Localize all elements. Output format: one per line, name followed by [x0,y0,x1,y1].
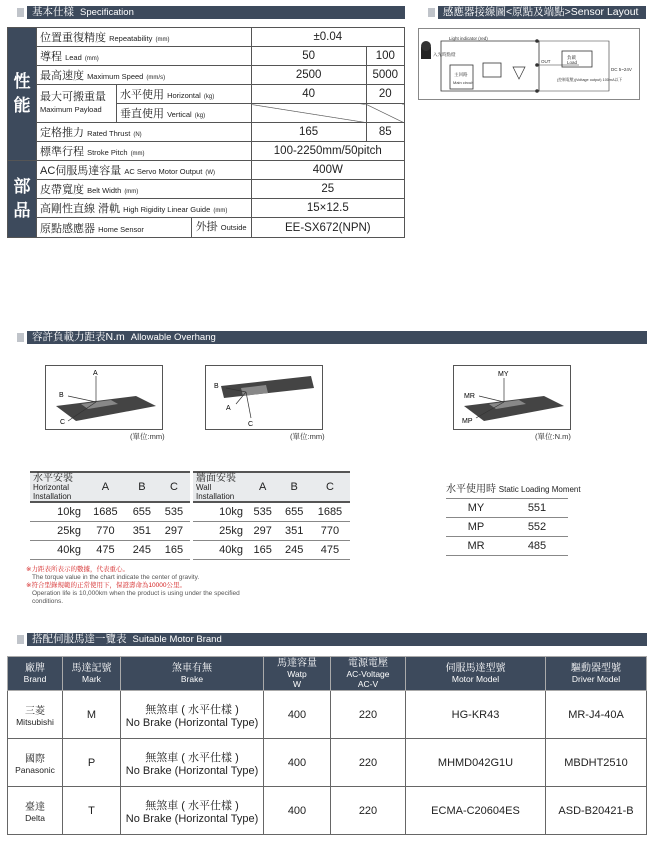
repeat-value: ±0.04 [251,28,404,47]
overhang-figure-horizontal [45,365,163,430]
spec-row-belt: 皮帶寬度 Belt Width (mm) 25 [8,180,405,199]
col-brand: 廠牌 Brand [8,657,63,691]
wall-col-c: C [310,472,350,502]
table-row: 國際 Panasonic P 無煞車 ( 水平仕樣 ) No Brake (Horizontal Type) 400 220 MHMD042G1U MBDHT2510 [8,739,647,787]
motor-table [7,656,647,835]
fig2-a-label: A [226,405,231,412]
indicator-label: Light indicator (red) [449,36,488,41]
lead-b: 100 [366,47,404,66]
col-watt: 馬達容量 Watp W [264,657,331,691]
table-row: 40kg 475 245 165 [30,540,190,559]
fig1-b-label: B [59,392,64,399]
horiz-b: 20 [366,85,404,104]
spec-row-stroke: 標準行程 Stroke Pitch (mm) 100-2250mm/50pitch [8,142,405,161]
table-row: MY 551 [446,499,568,518]
category-performance: 性能 [8,28,37,161]
fig3-mr-label: MR [464,393,475,400]
table-row: 三菱 Mitsubishi M 無煞車 ( 水平仕樣 ) No Brake (Horizontal Type) 400 220 HG-KR43 MR-J4-40A [8,691,647,739]
table-row: 25kg 770 351 297 [30,521,190,540]
unit-mm-2: (單位:mm) [290,432,325,441]
col-mark: 馬達記號 Mark [63,657,121,691]
fig3-my-label: MY [498,371,509,378]
spec-table [7,27,405,238]
guide-value: 15×12.5 [251,199,404,218]
table-row: 40kg 165 245 475 [193,540,350,559]
unit-mm-1: (單位:mm) [130,432,165,441]
spec-title-zh: 基本仕樣 [32,6,74,18]
stroke-value: 100-2250mm/50pitch [251,142,404,161]
spec-row-speed: 最高速度 Maximum Speed (mm/s) 2500 5000 [8,66,405,85]
col-brake: 煞車有無 Brake [121,657,264,691]
fig1-a-label: A [93,370,98,377]
belt-value: 25 [251,180,404,199]
thrust-b: 85 [366,123,404,142]
speed-b: 5000 [366,66,404,85]
spec-row-home: 原點感應器 Home Sensor 外掛 Outside EE-SX672(NPN) [8,218,405,238]
table-row: 臺達 Delta T 無煞車 ( 水平仕樣 ) No Brake (Horizontal Type) 400 220 ECMA-C20604ES ASD-B20421-B [8,787,647,835]
out-label: OUT [541,59,551,64]
spec-title-en: Specification [80,7,134,18]
spec-row-thrust: 定格推力 Rated Thrust (N) 165 85 [8,123,405,142]
speed-a: 2500 [251,66,366,85]
wall-title: 牆面安裝 Wall Installation [193,472,247,502]
horiz-col-c: C [158,472,190,502]
main-circuit-en: Main circuit [453,80,474,85]
table-row: 25kg 297 351 770 [193,521,350,540]
table-row: 10kg 1685 655 535 [30,502,190,521]
horizontal-title: 水平安裝 Horizontal Installation [30,472,85,502]
motor-value: 400W [251,161,404,180]
horiz-a: 40 [251,85,366,104]
unit-nm: (單位:N.m) [535,432,571,441]
voltage-output-label: (控制電壓)(Voltage output) 100mA以下 [557,78,623,82]
horiz-col-b: B [126,472,158,502]
horiz-col-a: A [85,472,126,502]
overhang-notes: ※力距表所表示的數據，代表重心。 The torque value in the chart indicate the center of gravity. ※符合型錄規範的正常使用下，保證壽命為10000公里。 Operation life is 10,000km when the product is using under the specified conditions. [26,566,240,605]
spec-row-payload-vertical: 垂直使用 Vertical (kg) [8,104,405,123]
col-driver-model: 驅動器型號 Driver Model [546,657,647,691]
fig2-c-label: C [248,421,254,428]
spec-row-motor: 部品 AC伺服馬達容量 AC Servo Motor Output (W) 400W [8,161,405,180]
wall-installation-table [193,471,350,560]
spec-section-header [7,6,405,19]
static-moment-table [446,498,568,556]
category-parts: 部品 [8,161,37,238]
dc-label: DC 5~24V [611,67,632,72]
input-label: 入光時點燈 [433,52,456,57]
static-moment-title: 水平使用時 Static Loading Moment [446,484,581,495]
fig3-mp-label: MP [462,418,473,425]
vert-a-na [251,104,366,123]
sensor-section-header: 感應器接線圖<原點及端點>Sensor Layout [418,6,646,19]
table-row: MR 485 [446,537,568,556]
motor-section-header: 搭配伺服馬達一覽表 Suitable Motor Brand [7,633,647,646]
home-value: EE-SX672(NPN) [251,218,404,238]
spec-row-lead: 導程 Lead (mm) 50 100 [8,47,405,66]
col-motor-model: 伺服馬達型號 Motor Model [406,657,546,691]
overhang-figure-moment [453,365,571,430]
main-circuit-zh: 主回路 [454,72,468,77]
horizontal-installation-table [30,471,190,560]
wall-col-a: A [247,472,278,502]
spec-row-guide: 高剛性直線 滑軌 High Rigidity Linear Guide (mm) 15×12.5 [8,199,405,218]
wall-col-b: B [278,472,309,502]
sensor-wiring-diagram [418,28,640,100]
load-zh: 負載 [567,55,576,60]
table-row: 10kg 535 655 1685 [193,502,350,521]
spec-row-payload-horizontal: 最大可搬重量 Maximum Payload 水平使用 Horizontal (kg) 40 20 [8,85,405,104]
fig1-c-label: C [60,419,66,426]
fig2-b-label: B [214,383,219,390]
spec-row-repeat: 性能 位置重復精度 Repeatability (mm) ±0.04 [8,28,405,47]
lead-a: 50 [251,47,366,66]
overhang-figure-wall [205,365,323,430]
col-voltage: 電源電壓 AC-Voltage AC-V [331,657,406,691]
thrust-a: 165 [251,123,366,142]
sensor-circuit-svg [419,29,641,101]
load-en: Load [567,60,578,65]
overhang-section-header: 容許負載力距表N.m Allowable Overhang [7,331,647,344]
vert-b-na [366,104,404,123]
table-row: MP 552 [446,518,568,537]
